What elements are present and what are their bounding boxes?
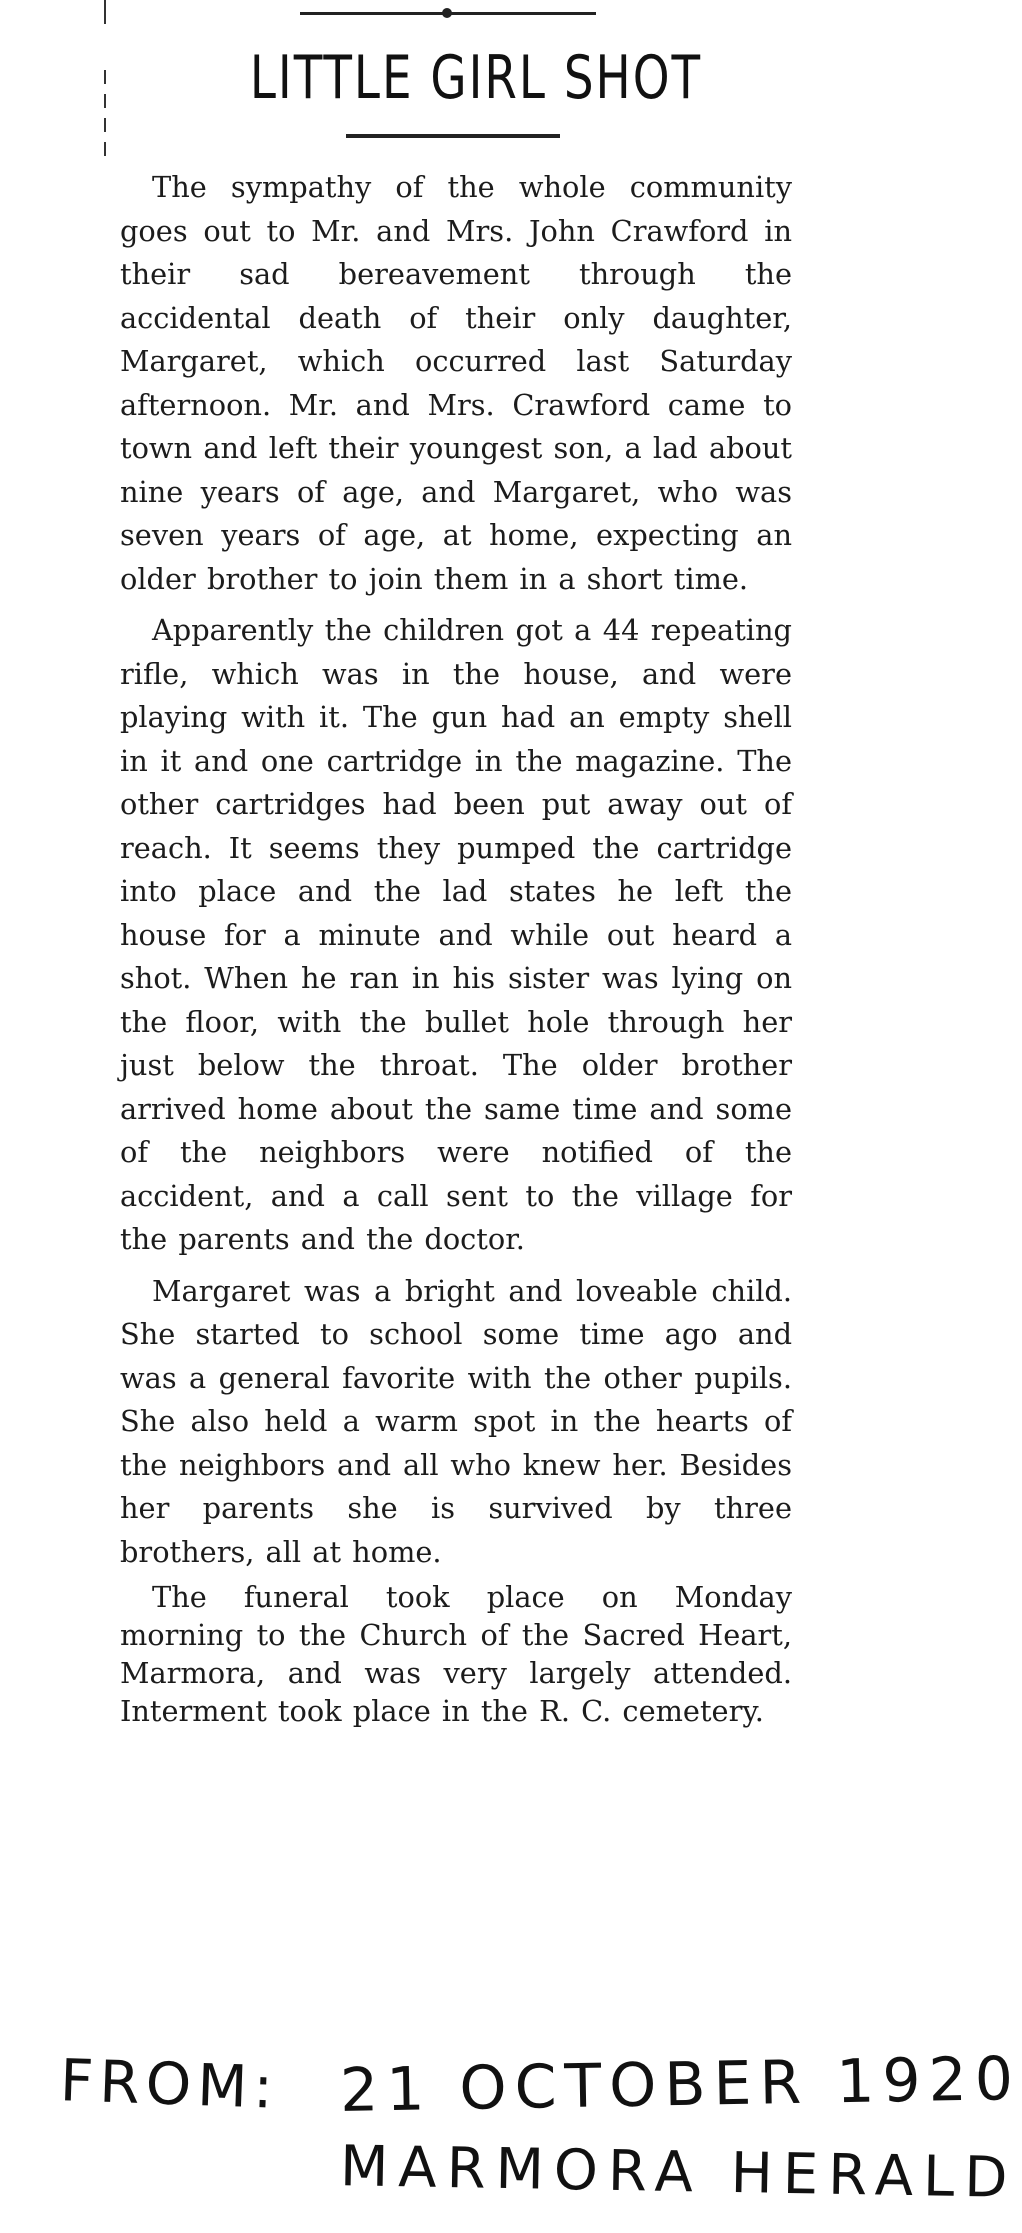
handwritten-from-label: FROM: (58, 2046, 281, 2122)
headline-underline-rule (346, 134, 560, 138)
article-paragraph: The sympathy of the whole community goes out to Mr. and Mrs. John Crawford in their sad bereavement through the accidental death of their only daughter, Margaret, which occurred last Saturday afternoon. Mr. and Mrs. Crawford came to town and left their youngest son, a lad about nine years of age, and Margaret, who was seven years of age, at home, expecting an older brother to join them in a short time. (120, 170, 792, 596)
article-paragraph: Apparently the children got a 44 repeating rifle, which was in the house, and were playing with it. The gun had an empty shell in it and one cartridge in the magazine. The other cartridges had been put away out of reach. It seems they pumped the cartridge into place and the lad states he left the house for a minute and while out heard a shot. When he ran in his sister was lying on the floor, with the bullet hole through her just below the throat. The older brother arrived home about the same time and some of the neighbors were notified of the accident, and a call sent to the village for the parents and the doctor. (120, 613, 792, 1256)
handwritten-date: 21 OCTOBER 1920 (339, 2044, 1022, 2126)
top-divider-ornament (442, 8, 452, 18)
top-margin-mark (104, 0, 106, 24)
handwritten-newspaper-name: MARMORA HERALD (339, 2134, 1018, 2211)
article-body (120, 166, 792, 1730)
article-paragraph: Margaret was a bright and loveable child. She started to school some time ago and was a general favorite with the other pupils. She also held a warm spot in the hearts of the neighbors and all who knew her. Besides her parents she is survived by three brothers, all at home. (120, 1273, 792, 1569)
article-headline: LITTLE GIRL SHOT (249, 44, 703, 113)
article-paragraph: The funeral took place on Monday morning to the Church of the Sacred Heart, Marmora, and was very largely attended. Interment took place in the R. C. cemetery. (120, 1580, 792, 1728)
